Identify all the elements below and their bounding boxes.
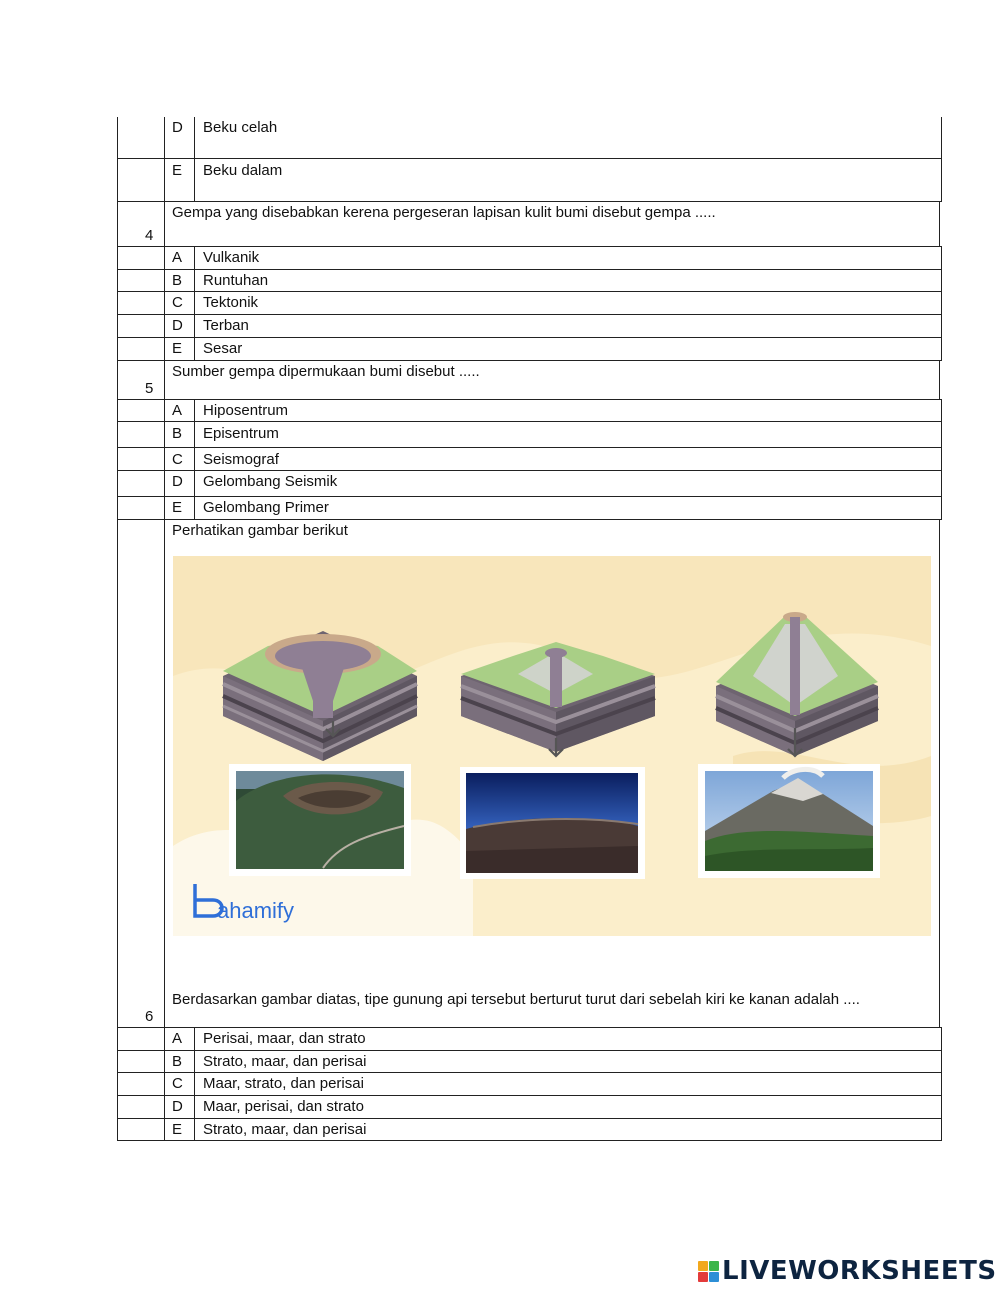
shield-volcano-photo [460,767,645,879]
question-text: Berdasarkan gambar diatas, tipe gunung api tersebut berturut turut dari sebelah kiri ke kanan adalah .... [172,991,860,1008]
row-line [117,447,942,448]
strato-volcano-photo [698,764,880,878]
option-letter: C [172,451,183,468]
option-text[interactable]: Hiposentrum [203,402,289,419]
option-letter: B [172,425,183,442]
option-text[interactable]: Gelombang Primer [203,499,329,516]
maar-photo [229,764,411,876]
row-line [117,158,942,159]
option-letter: D [172,1098,183,1115]
row-line [117,201,942,202]
question-number: 4 [145,227,154,244]
option-letter: E [172,340,183,357]
table-right-border [941,246,942,360]
row-line [117,519,942,520]
row-line [117,1140,942,1141]
figure-brand-text: ahamify [217,898,295,923]
liveworksheets-logo[interactable] [698,1256,997,1286]
question-text: Gempa yang disebabkan kerena pergeseran lapisan kulit bumi disebut gempa ..... [172,204,716,221]
option-letter: E [172,1121,183,1138]
liveworksheets-icon [698,1261,719,1282]
option-text[interactable]: Vulkanik [203,249,260,266]
row-line [117,1027,942,1028]
option-text[interactable]: Gelombang Seismik [203,473,338,490]
row-line [117,314,942,315]
option-text[interactable]: Terban [203,317,249,334]
table-right-border [939,201,940,246]
row-line [117,1095,942,1096]
row-line [117,1072,942,1073]
option-text[interactable]: Sesar [203,340,243,357]
table-left-border [117,117,118,1141]
option-letter: C [172,1075,183,1092]
option-letter: A [172,402,183,419]
option-text[interactable]: Perisai, maar, dan strato [203,1030,366,1047]
option-letter: D [172,317,183,334]
letter-divider [194,1027,195,1141]
option-text[interactable]: Seismograf [203,451,279,468]
volcano-illustration [173,556,931,936]
option-letter: E [172,162,183,179]
row-line [117,1118,942,1119]
table-right-border [939,519,940,1027]
option-letter: B [172,1053,183,1070]
row-line [117,269,942,270]
table-right-border [941,117,942,201]
option-text[interactable]: Maar, strato, dan perisai [203,1075,364,1092]
question-text: Sumber gempa dipermukaan bumi disebut ..... [172,363,480,380]
option-text[interactable]: Runtuhan [203,272,269,289]
row-line [117,421,942,422]
volcano-types-figure [173,556,931,936]
option-text[interactable]: Beku dalam [203,162,283,179]
option-text[interactable]: Strato, maar, dan perisai [203,1121,367,1138]
question-intro: Perhatikan gambar berikut [172,522,348,539]
option-letter: E [172,499,183,516]
option-letter: D [172,119,183,136]
liveworksheets-brand: LIVEWORKSHEETS [722,1256,997,1286]
option-letter: D [172,473,183,490]
option-letter: A [172,249,183,266]
row-line [117,399,942,400]
row-line [117,496,942,497]
option-letter: A [172,1030,183,1047]
table-right-border [941,399,942,519]
letter-divider [194,399,195,519]
option-text[interactable]: Episentrum [203,425,279,442]
option-text[interactable]: Tektonik [203,294,259,311]
row-line [117,337,942,338]
row-line [117,246,942,247]
row-line [117,470,942,471]
option-text[interactable]: Strato, maar, dan perisai [203,1053,367,1070]
option-text[interactable]: Maar, perisai, dan strato [203,1098,364,1115]
letter-divider [194,117,195,201]
letter-divider [194,246,195,360]
table-right-border [939,360,940,399]
row-line [117,360,942,361]
question-number: 6 [145,1008,154,1025]
table-right-border [941,1027,942,1141]
option-letter: B [172,272,183,289]
table-number-divider [164,117,165,1141]
question-number: 5 [145,380,154,397]
row-line [117,1050,942,1051]
option-letter: C [172,294,183,311]
row-line [117,291,942,292]
option-text[interactable]: Beku celah [203,119,278,136]
